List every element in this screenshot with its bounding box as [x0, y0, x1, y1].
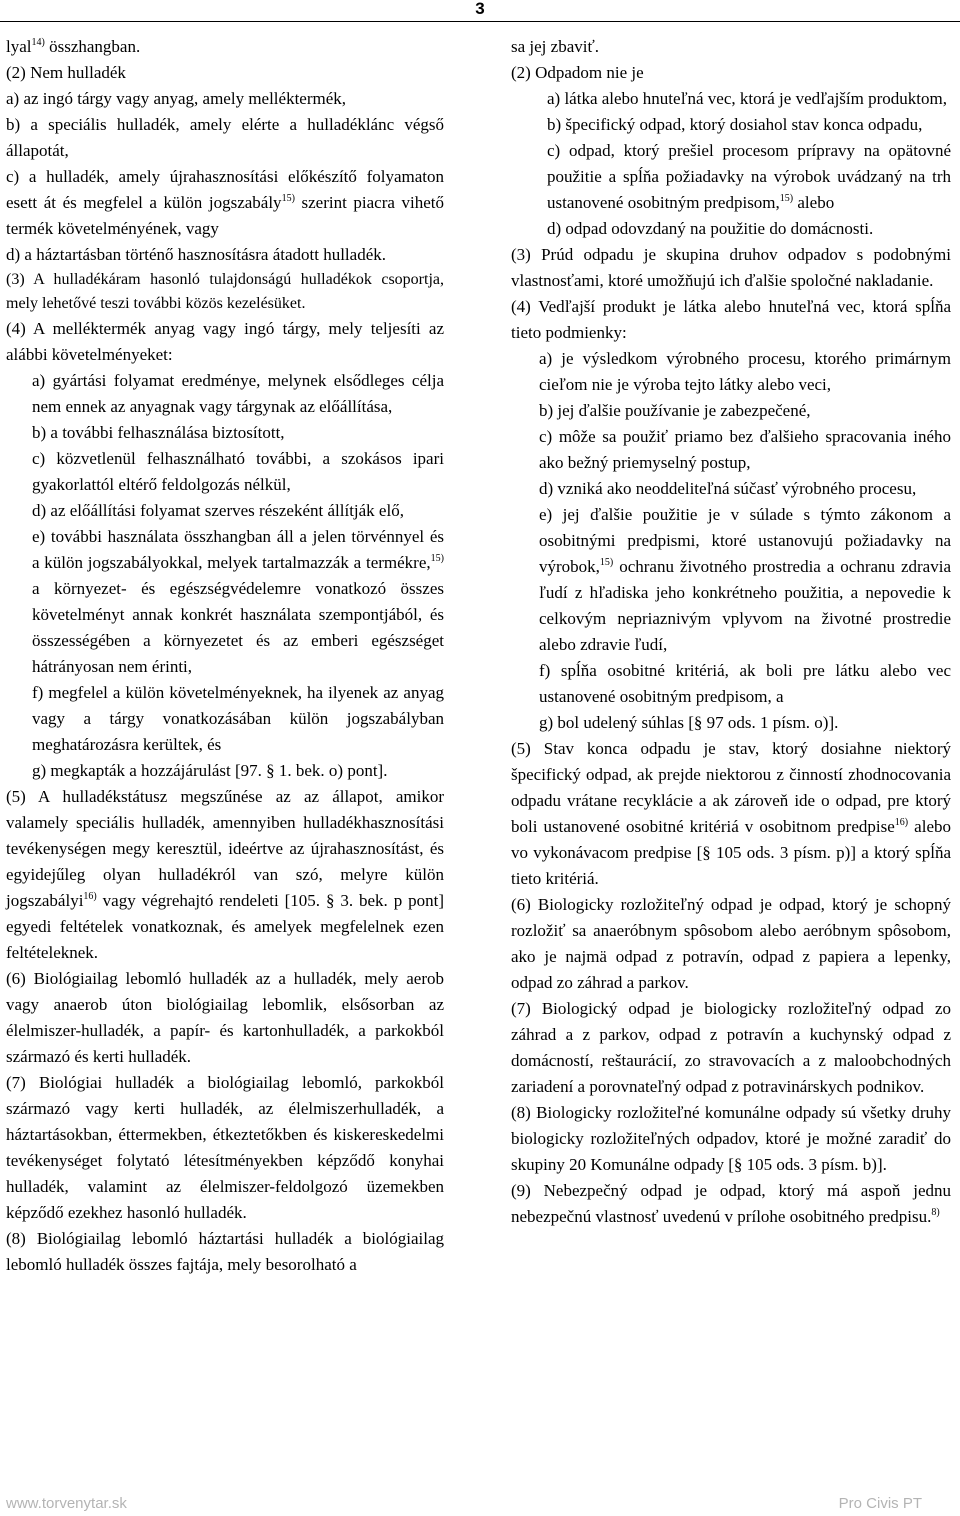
paragraph-text: a) látka alebo hnuteľná vec, ktorá je vedľajším produktom,: [547, 89, 947, 108]
paragraph-text: b) špecifický odpad, ktorý dosiahol stav konca odpadu,: [547, 115, 923, 134]
paragraph-text: c) môže sa použiť priamo bez ďalšieho spracovania iného ako bežný priemyselný postup,: [539, 427, 951, 472]
footnote-reference: 8): [931, 1207, 940, 1218]
paragraph: [6, 112, 444, 164]
paragraph: [511, 1100, 951, 1178]
paragraph: [6, 86, 444, 112]
paragraph-text: (5) Stav konca odpadu je stav, ktorý dosiahne niektorý špecifický odpad, ak prejde niektorou z činností zhodnocovania odpadu vrátane recyklácie a ak zároveň ide o odpad, pre ktorý boli ustanovené osobitné kritériá v osobitnom predpise: [511, 739, 951, 836]
paragraph: [511, 996, 951, 1100]
paragraph-text: e) jej ďalšie použitie je v súlade s týmto zákonom a osobitnými predpismi, ktoré ustanovujú požiadavky na výrobok,: [539, 505, 951, 576]
paragraph-text: e) további használata összhangban áll a jelen törvénnyel és a külön jogszabályokkal, melyek tartalmazzák a termékre,: [32, 527, 444, 572]
paragraph: [511, 294, 951, 346]
paragraph: [6, 268, 444, 316]
paragraph-text-continued: ochranu životného prostredia a ochranu zdravia ľudí z hľadiska jeho konkrétneho použitia, a nepovedie k celkovým nepriaznivým vplyvom na životné prostredie alebo zdravie ľudí,: [539, 557, 951, 654]
hungarian-text-column: [6, 34, 444, 1278]
paragraph-text: (6) Biológiailag lebomló hulladék az a hulladék, mely aerob vagy anaerob úton biológiailag lebomlik, elsősorban az élelmiszer-hulladék, a papír- és kartonhulladék, a parkokból származó és kerti hulladék.: [6, 969, 444, 1066]
header-divider: [0, 21, 960, 22]
paragraph: [511, 112, 951, 138]
paragraph: [511, 216, 951, 242]
paragraph: [6, 758, 444, 784]
paragraph-text: d) odpad odovzdaný na použitie do domácnosti.: [547, 219, 874, 238]
paragraph: [6, 368, 444, 420]
paragraph: [511, 892, 951, 996]
paragraph-text: (2) Odpadom nie je: [511, 63, 644, 82]
paragraph-text-continued: a környezet- és egészségvédelemre vonatkozó összes követelményt annak konkrét használata szempontjából, és összességében a környezetet és az emberi egészséget hátrányosan nem érinti,: [32, 579, 444, 676]
footnote-reference: 15): [599, 557, 614, 568]
paragraph-text: b) a további felhasználása biztosított,: [32, 423, 285, 442]
paragraph-text: f) megfelel a külön követelményeknek, ha ilyenek az anyag vagy a tárgy vonatkozásában külön jogszabályban meghatározásra kerültek, és: [32, 683, 444, 754]
paragraph-text: (8) Biologicky rozložiteľné komunálne odpady sú všetky druhy biologicky rozložiteľných odpadov, ktoré je možné zaradiť do skupiny 20 Komunálne odpady [§ 105 ods. 3 písm. b)].: [511, 1103, 951, 1174]
paragraph: [6, 446, 444, 498]
paragraph-text-continued: vagy végrehajtó rendeleti [105. § 3. bek. p pont] egyedi feltételek vonatkoznak, és amelyek megfelelnek ezen feltételeknek.: [6, 891, 444, 962]
paragraph: [511, 476, 951, 502]
paragraph-text-continued: alebo vo vykonávacom predpise [§ 105 ods. 3 písm. p)] a ktorý spĺňa tieto kritériá.: [511, 817, 951, 888]
footnote-reference: 16): [894, 817, 909, 828]
paragraph: [6, 34, 444, 60]
paragraph: [511, 424, 951, 476]
paragraph-text: g) bol udelený súhlas [§ 97 ods. 1 písm. o)].: [539, 713, 839, 732]
paragraph: [511, 346, 951, 398]
page-number: 3: [475, 0, 485, 18]
paragraph-text: lyal: [6, 37, 32, 56]
paragraph-text: c) a hulladék, amely újrahasznosítási előkészítő folyamaton esett át és megfelel a külön jogszabály: [6, 167, 444, 212]
paragraph: [6, 784, 444, 966]
paragraph-text-continued: alebo: [793, 193, 835, 212]
footnote-reference: 15): [430, 553, 444, 564]
footnote-reference: 16): [83, 891, 97, 902]
paragraph: [511, 242, 951, 294]
paragraph-text: g) megkapták a hozzájárulást [97. § 1. bek. o) pont].: [32, 761, 388, 780]
paragraph: [511, 502, 951, 658]
paragraph: [6, 966, 444, 1070]
paragraph: [6, 524, 444, 680]
paragraph-text: sa jej zbaviť.: [511, 37, 599, 56]
paragraph: [511, 658, 951, 710]
paragraph-text: c) közvetlenül felhasználható további, a szokásos ipari gyakorlattól eltérő feldolgozás nélkül,: [32, 449, 444, 494]
paragraph-text: a) je výsledkom výrobného procesu, ktorého primárnym cieľom nie je výroba tejto látky alebo veci,: [539, 349, 951, 394]
paragraph: [6, 60, 444, 86]
paragraph-text: (5) A hulladékstátusz megszűnése az az állapot, amikor valamely speciális hulladék, amennyiben hulladékhasznosítási tevékenységen megy keresztül, ideértve az újrahasznosítást, és egyidejűleg olyan hulladékról van szó, melyre külön jogszabályi: [6, 787, 444, 910]
paragraph: [511, 736, 951, 892]
paragraph-text: (7) Biológiai hulladék a biológiailag lebomló, parkokból származó vagy kerti hulladék, az élelmiszerhulladék, a háztartásokban, éttermekben, étkeztetőkben és kiskereskedelmi tevékenységet folytató létesítményekben képződő konyhai hulladék, valamint az élelmiszer-feldolgozó üzemekben képződő ezekhez hasonló hulladék.: [6, 1073, 444, 1222]
paragraph-text: a) gyártási folyamat eredménye, melynek elsődleges célja nem ennek az anyagnak vagy tárgynak az előállítása,: [32, 371, 444, 416]
paragraph-text: b) a speciális hulladék, amely elérte a hulladéklánc végső állapotát,: [6, 115, 444, 160]
paragraph-text: (3) Prúd odpadu je skupina druhov odpadov s podobnými vlastnosťami, ktoré umožňujú ich ďalšie spoločné nakladanie.: [511, 245, 951, 290]
paragraph: [6, 680, 444, 758]
paragraph-text: a) az ingó tárgy vagy anyag, amely melléktermék,: [6, 89, 347, 108]
paragraph: [6, 498, 444, 524]
paragraph-text: (2) Nem hulladék: [6, 63, 126, 82]
paragraph-text: (9) Nebezpečný odpad je odpad, ktorý má aspoň jednu nebezpečnú vlastnosť uvedenú v prílohe osobitného predpisu.: [511, 1181, 951, 1226]
paragraph: [511, 60, 951, 86]
footnote-reference: 14): [31, 37, 45, 48]
paragraph-text: c) odpad, ktorý prešiel procesom prípravy na opätovné použitie a spĺňa požiadavky na výrobok uvádzaný na trh ustanovené osobitným predpisom,: [547, 141, 951, 212]
paragraph-text: d) a háztartásban történő hasznosításra átadott hulladék.: [6, 245, 386, 264]
paragraph: [6, 164, 444, 242]
slovak-text-column: [511, 34, 951, 1230]
paragraph: [6, 1070, 444, 1226]
paragraph-text: (8) Biológiailag lebomló háztartási hulladék a biológiailag lebomló hulladék összes fajtája, mely besorolható a: [6, 1229, 444, 1274]
paragraph: [511, 86, 951, 112]
paragraph: [6, 420, 444, 446]
paragraph: [511, 710, 951, 736]
paragraph: [511, 1178, 951, 1230]
paragraph-text: (4) A melléktermék anyag vagy ingó tárgy, mely teljesíti az alábbi követelményeket:: [6, 319, 444, 364]
paragraph-text: b) jej ďalšie používanie je zabezpečené,: [539, 401, 811, 420]
footer-website: www.torvenytar.sk: [6, 1495, 127, 1512]
paragraph: [511, 34, 951, 60]
paragraph-text: d) vzniká ako neoddeliteľná súčasť výrobného procesu,: [539, 479, 917, 498]
footnote-reference: 15): [281, 193, 295, 204]
paragraph: [6, 1226, 444, 1278]
paragraph-text: (4) Vedľajší produkt je látka alebo hnuteľná vec, ktorá spĺňa tieto podmienky:: [511, 297, 951, 342]
paragraph-text-continued: összhangban.: [44, 37, 141, 56]
paragraph-text: (7) Biologický odpad je biologicky rozložiteľný odpad zo záhrad a z parkov, odpad z potravín a kuchynský odpad z domácností, reštaurácií, zo stravovacích a z maloobchodných zariadení a porovnateľný odpad z potravinárskych podnikov.: [511, 999, 951, 1096]
paragraph: [511, 398, 951, 424]
paragraph-text-continued: szerint piacra vihető termék követelményének, vagy: [6, 193, 444, 238]
paragraph: [511, 138, 951, 216]
footnote-reference: 15): [779, 193, 794, 204]
paragraph: [6, 316, 444, 368]
paragraph-text: (3) A hulladékáram hasonló tulajdonságú hulladékok csoportja, mely lehetővé teszi további közös kezelésüket.: [6, 271, 444, 312]
paragraph: [6, 242, 444, 268]
paragraph-text: d) az előállítási folyamat szerves részeként állítják elő,: [32, 501, 404, 520]
paragraph-text: (6) Biologicky rozložiteľný odpad je odpad, ktorý je schopný rozložiť sa anaeróbnym spôsobom alebo aeróbnym spôsobom, ako je najmä odpad z potravín, odpad z papiera a lepenky, odpad zo záhrad a parkov.: [511, 895, 951, 992]
footer-publisher: Pro Civis PT: [838, 1495, 922, 1512]
paragraph-text: f) spĺňa osobitné kritériá, ak boli pre látku alebo vec ustanovené osobitným predpisom, a: [539, 661, 951, 706]
